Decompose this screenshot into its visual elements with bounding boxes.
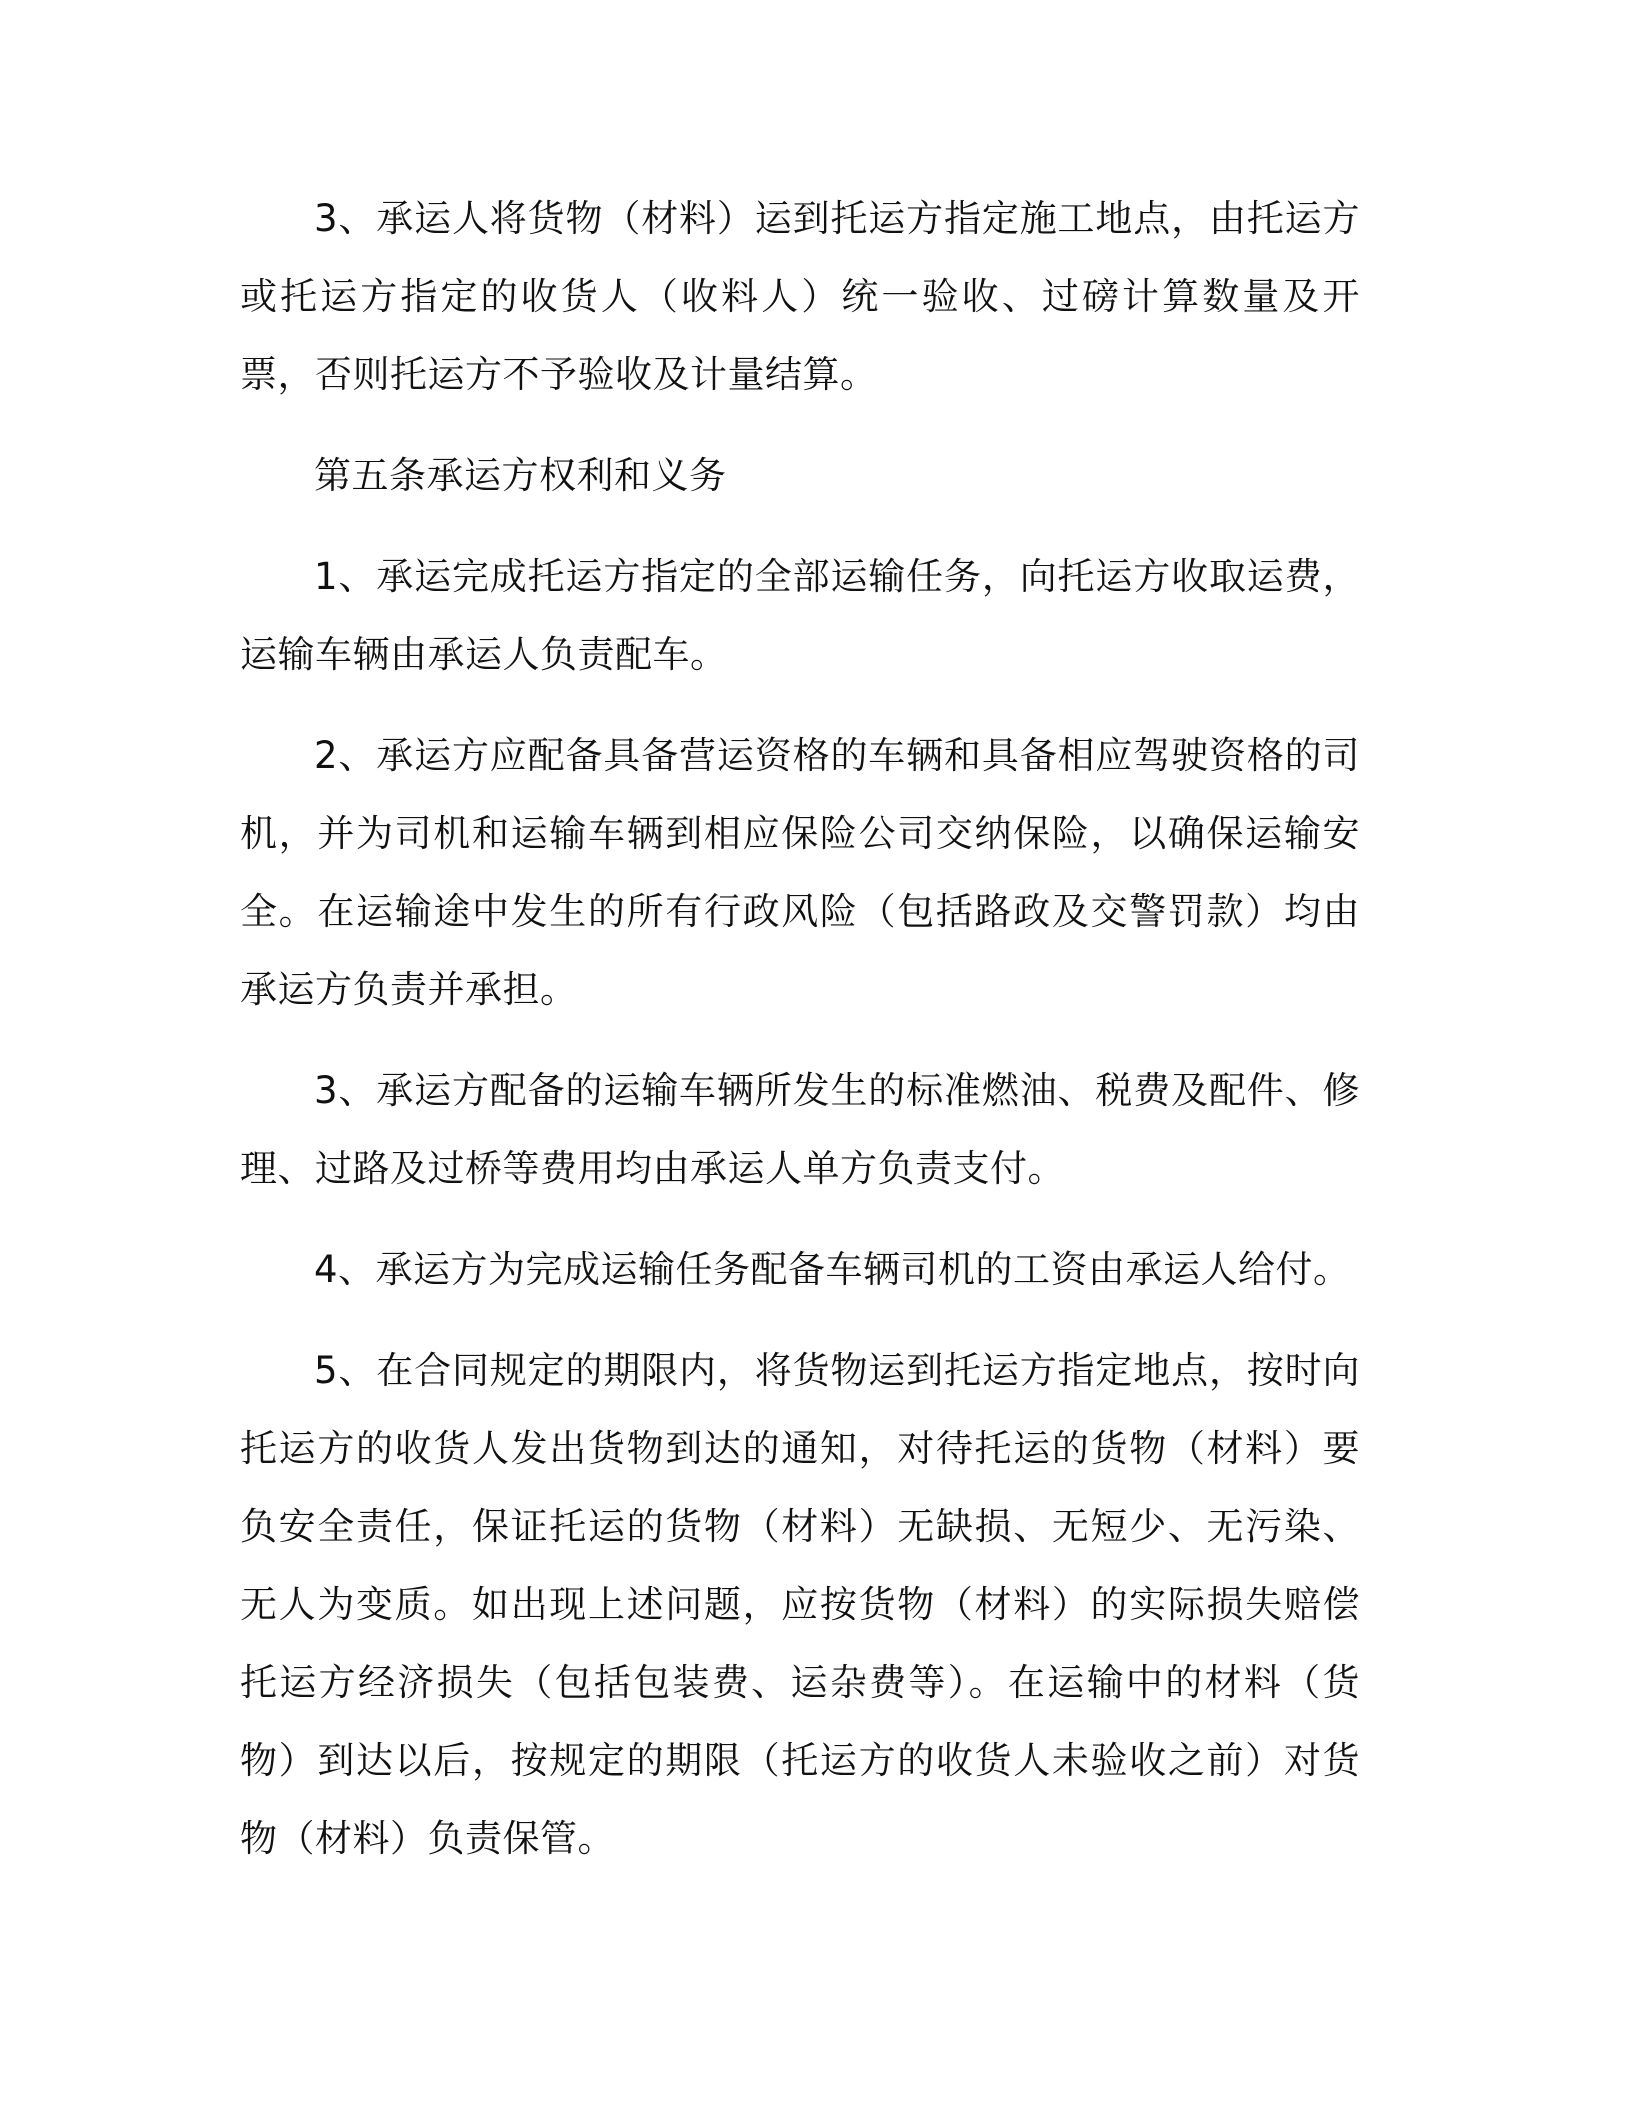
paragraph-clause-4-item-3: 3、承运人将货物（材料）运到托运方指定施工地点，由托运方或托运方指定的收货人（收料人）统一验收、过磅计算数量及开票，否则托运方不予验收及计量结算。 bbox=[240, 197, 1360, 396]
paragraph-clause-5-item-1: 1、承运完成托运方指定的全部运输任务，向托运方收取运费，运输车辆由承运人负责配车。 bbox=[240, 555, 1360, 676]
section-heading-article-5: 第五条承运方权利和义务 bbox=[314, 454, 727, 497]
document-page bbox=[240, 180, 1360, 1878]
paragraph-clause-5-item-3: 3、承运方配备的运输车辆所发生的标准燃油、税费及配件、修理、过路及过桥等费用均由承运人单方负责支付。 bbox=[240, 1069, 1360, 1190]
paragraph-clause-5-item-2: 2、承运方应配备具备营运资格的车辆和具备相应驾驶资格的司机，并为司机和运输车辆到相应保险公司交纳保险，以确保运输安全。在运输途中发生的所有行政风险（包括路政及交警罚款）均由承运方负责并承担。 bbox=[240, 734, 1360, 1011]
paragraph-clause-5-item-5: 5、在合同规定的期限内，将货物运到托运方指定地点，按时向托运方的收货人发出货物到达的通知，对待托运的货物（材料）要负安全责任，保证托运的货物（材料）无缺损、无短少、无污染、无人为变质。如出现上述问题，应按货物（材料）的实际损失赔偿托运方经济损失（包括包装费、运杂费等）。在运输中的材料（货物）到达以后，按规定的期限（托运方的收货人未验收之前）对货物（材料）负责保管。 bbox=[240, 1349, 1360, 1860]
paragraph-clause-5-item-4: 4、承运方为完成运输任务配备车辆司机的工资由承运人给付。 bbox=[314, 1248, 1351, 1291]
